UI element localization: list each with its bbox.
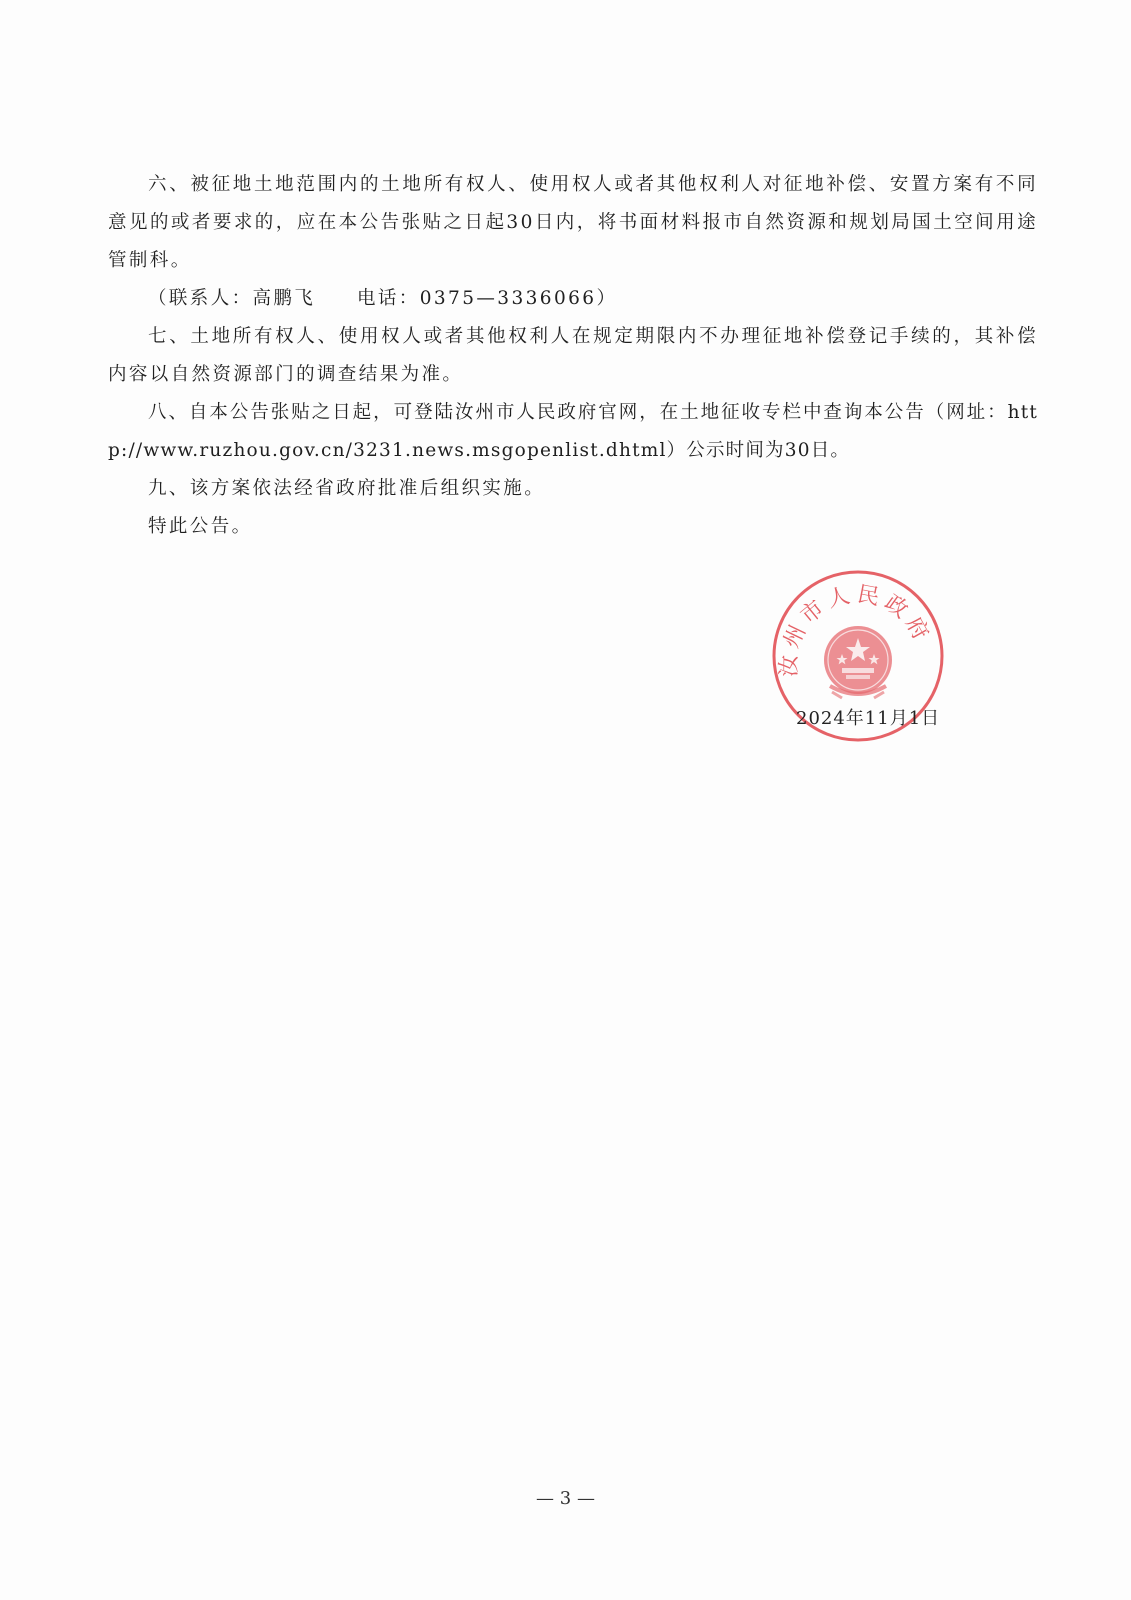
paragraph-nine: 九、该方案依法经省政府批准后组织实施。 — [148, 478, 546, 499]
seal-text: 汝州市人民政府 — [776, 581, 936, 678]
issue-date: 2024年11月1日 — [796, 708, 941, 729]
paragraph-eight: 八、自本公告张贴之日起，可登陆汝州市人民政府官网，在土地征收专栏中查询本公告（网址：http://www.ruzhou.gov.cn/3231.news.msgopenlist.dhtml）公示时间为30日。 — [108, 402, 1038, 461]
signature-block — [770, 568, 970, 758]
paragraph-seven: 七、土地所有权人、使用权人或者其他权利人在规定期限内不办理征地补偿登记手续的，其补偿内容以自然资源部门的调查结果为准。 — [108, 326, 1038, 385]
notice-body — [108, 166, 1038, 546]
closing-line: 特此公告。 — [148, 516, 253, 537]
contact-line: （联系人：高鹏飞 电话：0375—3336066） — [148, 288, 618, 309]
paragraph-six: 六、被征地土地范围内的土地所有权人、使用权人或者其他权利人对征地补偿、安置方案有不同意见的或者要求的，应在本公告张贴之日起30日内，将书面材料报市自然资源和规划局国土空间用途管制科。 — [108, 174, 1038, 271]
page-number: — 3 — — [536, 1488, 595, 1509]
